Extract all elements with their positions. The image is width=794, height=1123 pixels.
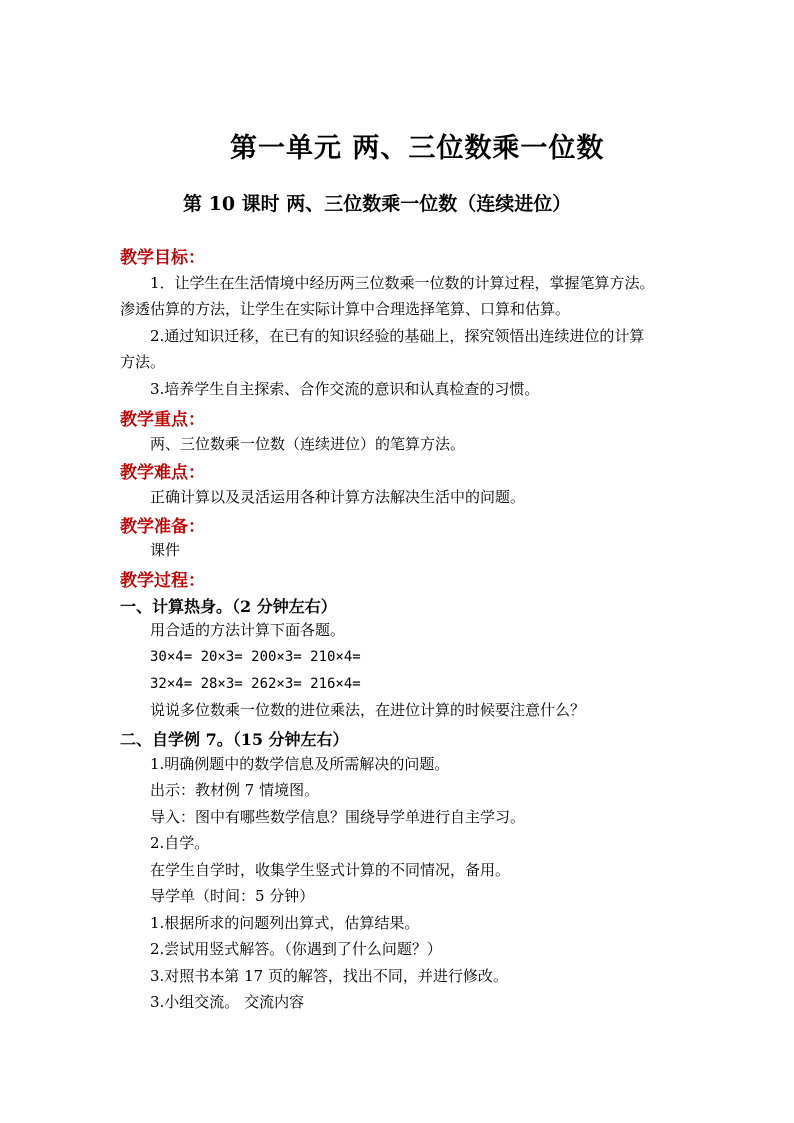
objective-1-line-1: 1．让学生在生活情境中经历两三位数乘一位数的计算过程，掌握笔算方法。 (150, 274, 655, 292)
difficulties-text: 正确计算以及灵活运用各种计算方法解决生活中的问题。 (150, 488, 526, 506)
step-2-line-6: 导学单（时间：5 分钟） (150, 887, 315, 905)
step-1-exercise-row-1: 30×4= 20×3= 200×3= 210×4= (150, 649, 361, 665)
unit-title: 第一单元 两、三位数乘一位数 (230, 133, 605, 164)
preparation-text: 课件 (150, 541, 181, 559)
step-2-title: 二、自学例 7。（15 分钟左右） (120, 730, 349, 749)
step-2-line-2: 出示：教材例 7 情境图。 (150, 781, 320, 799)
step-2-line-9: 3.对照书本第 17 页的解答，找出不同，并进行修改。 (150, 967, 508, 985)
key-points-heading: 教学重点： (120, 410, 205, 430)
step-1-question: 说说多位数乘一位数的进位乘法，在进位计算的时候要注意什么？ (150, 701, 586, 719)
key-points-text: 两、三位数乘一位数（连续进位）的笔算方法。 (150, 435, 466, 453)
preparation-heading: 教学准备： (120, 517, 205, 537)
step-1-title: 一、计算热身。（2 分钟左右） (120, 597, 337, 616)
step-2-line-8: 2.尝试用竖式解答。（你遇到了什么问题？） (150, 940, 442, 958)
step-2-line-4: 2.自学。 (150, 834, 210, 852)
step-2-line-1: 1.明确例题中的数学信息及所需解决的问题。 (150, 755, 450, 773)
lesson-title: 第 10 课时 两、三位数乘一位数（连续进位） (183, 193, 572, 215)
objective-3: 3.培养学生自主探索、合作交流的意识和认真检查的习惯。 (150, 380, 540, 398)
objectives-heading: 教学目标： (120, 248, 205, 268)
step-2-line-5: 在学生自学时，收集学生竖式计算的不同情况，备用。 (150, 861, 511, 879)
process-heading: 教学过程： (120, 571, 205, 591)
step-1-intro: 用合适的方法计算下面各题。 (150, 621, 346, 639)
objective-1-line-2: 渗透估算的方法，让学生在实际计算中合理选择笔算、口算和估算。 (120, 300, 571, 318)
objective-2-line-2: 方法。 (120, 353, 166, 371)
difficulties-heading: 教学难点： (120, 463, 205, 483)
step-2-line-10: 3.小组交流。 交流内容 (150, 993, 305, 1011)
step-1-exercise-row-2: 32×4= 28×3= 262×3= 216×4= (150, 676, 361, 692)
step-2-line-3: 导入：图中有哪些数学信息？围绕导学单进行自主学习。 (150, 808, 526, 826)
objective-2-line-1: 2.通过知识迁移，在已有的知识经验的基础上，探究领悟出连续进位的计算 (150, 327, 645, 345)
step-2-line-7: 1.根据所求的问题列出算式，估算结果。 (150, 914, 420, 932)
